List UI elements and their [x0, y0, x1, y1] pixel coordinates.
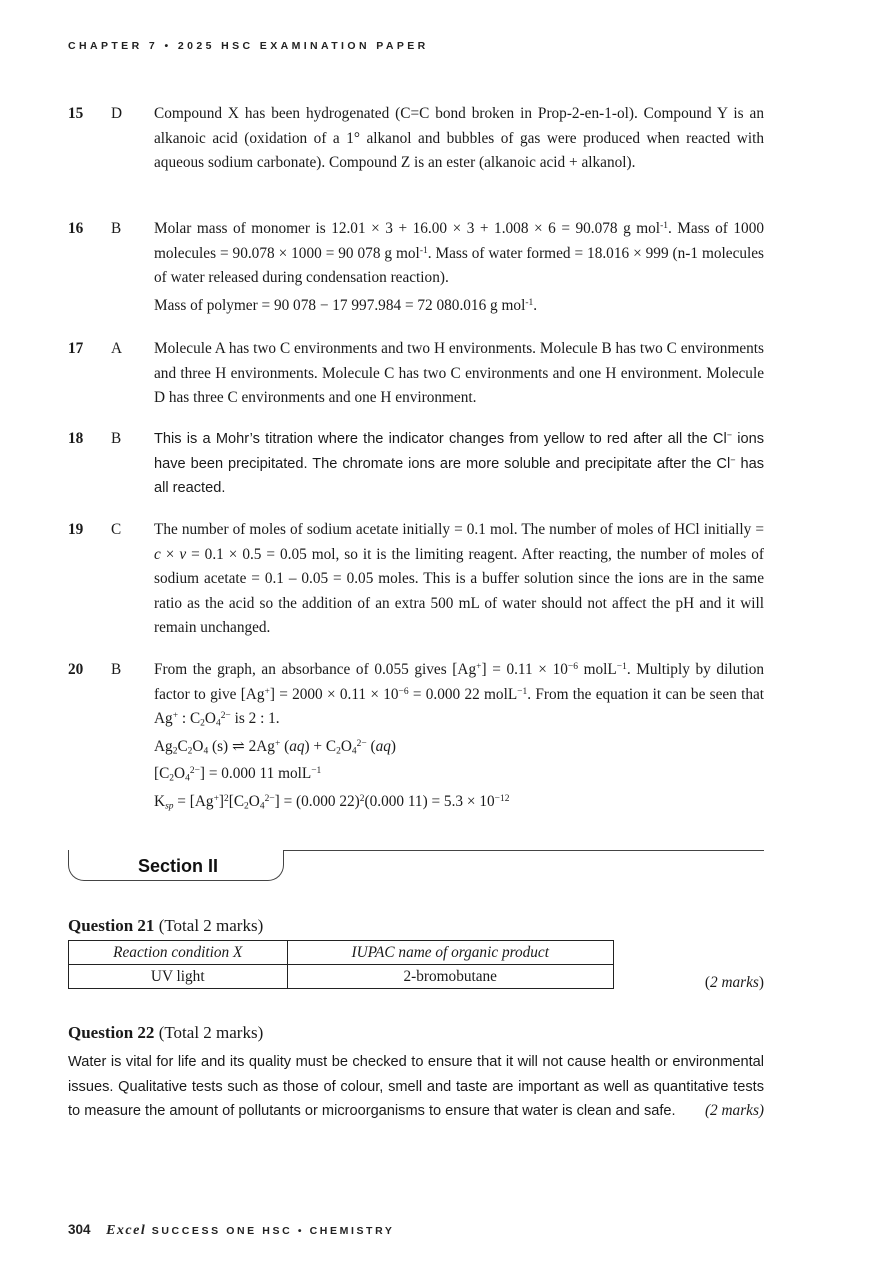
answer-letter: A — [111, 340, 123, 357]
answer-explanation — [154, 427, 764, 501]
answer-17 — [68, 337, 764, 411]
answer-20 — [68, 658, 764, 815]
header-separator: • — [164, 40, 172, 52]
page-number: 304 — [68, 1222, 91, 1237]
subject-name: CHEMISTRY — [309, 1225, 395, 1237]
equilibrium-equation: $Ag_2C_2O_4$ (s) ⇌ 2Ag+ $(aq) + C_2O_4^{2-}$ (aq) — [154, 737, 397, 757]
answer-text: This is a Mohr’s titration where the indicator changes from yellow to red after all the Cl− ions have been precipitated. The chromate ions are more soluble and precipitate after the Cl− has all reacted. — [154, 430, 764, 497]
running-header — [68, 40, 429, 52]
header-title: 2025 HSC EXAMINATION PAPER — [177, 40, 429, 52]
answer-explanation — [154, 217, 764, 318]
question-22-heading — [68, 1023, 263, 1043]
answer-text: Molar mass of monomer is 12.01 × 3 + 16.00 × 3 + 1.008 × 6 = 90.078 g mol$^{-1}$. Mass of 1000 molecules = 90.078 × 1000 = 90 078 g mol$^{-1}$. Mass of water formed = 18.016 × 999 (n-1 molecules of water released during condensation reaction). — [154, 220, 764, 287]
section-banner — [68, 850, 764, 884]
answer-explanation — [154, 102, 764, 176]
question-22-answer — [68, 1050, 764, 1124]
oxalate-concentration: $[C_2O_4^{2-}] = 0.000$ 11 molL$^{-1}$ — [154, 765, 322, 784]
series-name: SUCCESS ONE HSC — [151, 1225, 293, 1237]
answer-letter: B — [111, 430, 122, 447]
question-label: Question 21 — [68, 916, 155, 935]
table-cell: UV light — [69, 965, 288, 989]
answer-letter: B — [111, 661, 122, 678]
question-number: 15 — [68, 105, 84, 122]
answer-15 — [68, 102, 764, 176]
page-footer — [68, 1222, 394, 1239]
ksp-calculation: $K_{sp} = [Ag^+]^2[C_2O_4^{2-}] = (0.000$ 22)$^2$(0.000 $11) = 5.3 \times 10^{-12}$ — [154, 792, 510, 812]
answer-letter: D — [111, 105, 123, 122]
answer-19 — [68, 518, 764, 641]
brand-logo-text: Excel — [106, 1223, 147, 1238]
question-21-table — [68, 940, 614, 989]
answer-18 — [68, 427, 764, 501]
question-21-marks: (2 marks) — [704, 974, 764, 991]
answer-text: The number of moles of sodium acetate initially = 0.1 mol. The number of moles of HCl initially = c × v = 0.1 × 0.5 = 0.05 mol, so it is the limiting reagent. After reacting, the number of moles of sodium acetate = 0.1 – 0.05 = 0.05 moles. This is a buffer solution since the ions are in the same ratio as the acid so the addition of an extra 500 mL of water should not affect the pH and it will remain unchanged. — [154, 521, 764, 637]
answer-explanation — [154, 337, 764, 411]
question-21-heading — [68, 916, 263, 936]
answer-text: Water is vital for life and its quality must be checked to ensure that it will not cause health or environmental issues. Qualitative tests such as those of colour, smell and taste are important as well as quantitative tests to measure the amount of pollutants or microorganisms to ensure that water is clean and safe. — [68, 1054, 764, 1120]
answer-letter: C — [111, 521, 122, 538]
question-22-marks: (2 marks) — [704, 1102, 764, 1120]
section-title: Section II — [138, 856, 219, 876]
column-header: IUPAC name of organic product — [287, 941, 614, 965]
question-label: Question 22 — [68, 1023, 155, 1042]
question-number: 20 — [68, 661, 84, 678]
footer-separator: • — [297, 1225, 305, 1237]
question-number: 19 — [68, 521, 84, 538]
question-number: 16 — [68, 220, 84, 237]
answer-explanation — [154, 658, 764, 815]
table-cell: 2-bromobutane — [287, 965, 614, 989]
column-header: Reaction condition X — [69, 941, 288, 965]
table-row — [69, 965, 614, 989]
question-total: (Total 2 marks) — [158, 916, 264, 935]
polymer-mass-line: Mass of polymer = 90 078 − 17 997.984 = 72 080.016 g mol$^{-1}$. — [154, 296, 538, 314]
answer-explanation — [154, 518, 764, 641]
answer-letter: B — [111, 220, 122, 237]
question-number: 17 — [68, 340, 84, 357]
chapter-label: CHAPTER 7 — [68, 40, 159, 52]
answer-16 — [68, 217, 764, 318]
table-header-row — [69, 941, 614, 965]
question-total: (Total 2 marks) — [158, 1023, 264, 1042]
question-number: 18 — [68, 430, 84, 447]
answer-text: Molecule A has two C environments and two H environments. Molecule B has two C environments and three H environments. Molecule C has two C environments and one H environment. Molecule D has three C environments and one H environment. — [154, 340, 764, 407]
answer-text: From the graph, an absorbance of 0.055 gives $[Ag^+] = 0.11 \times 10^{-6}$ molL$^{-1}$. Multiply by dilution factor to give $[Ag^+] = 2000 \times 0.11 \times 10^{-6} = 0.000$ 22 molL$^{-1}$. From the equation it can be seen that Ag+ : $C_2O_4^{2-}$ is 2 : 1. — [154, 661, 765, 729]
answer-text: Compound X has been hydrogenated (C=C bond broken in Prop-2-en-1-ol). Compound Y is an alkanoic acid (oxidation of a 1° alkanol and bubbles of gas were produced when reacted with aqueous sodium carbonate). Compound Z is an ester (alkanoic acid + alkanol). — [154, 105, 764, 172]
